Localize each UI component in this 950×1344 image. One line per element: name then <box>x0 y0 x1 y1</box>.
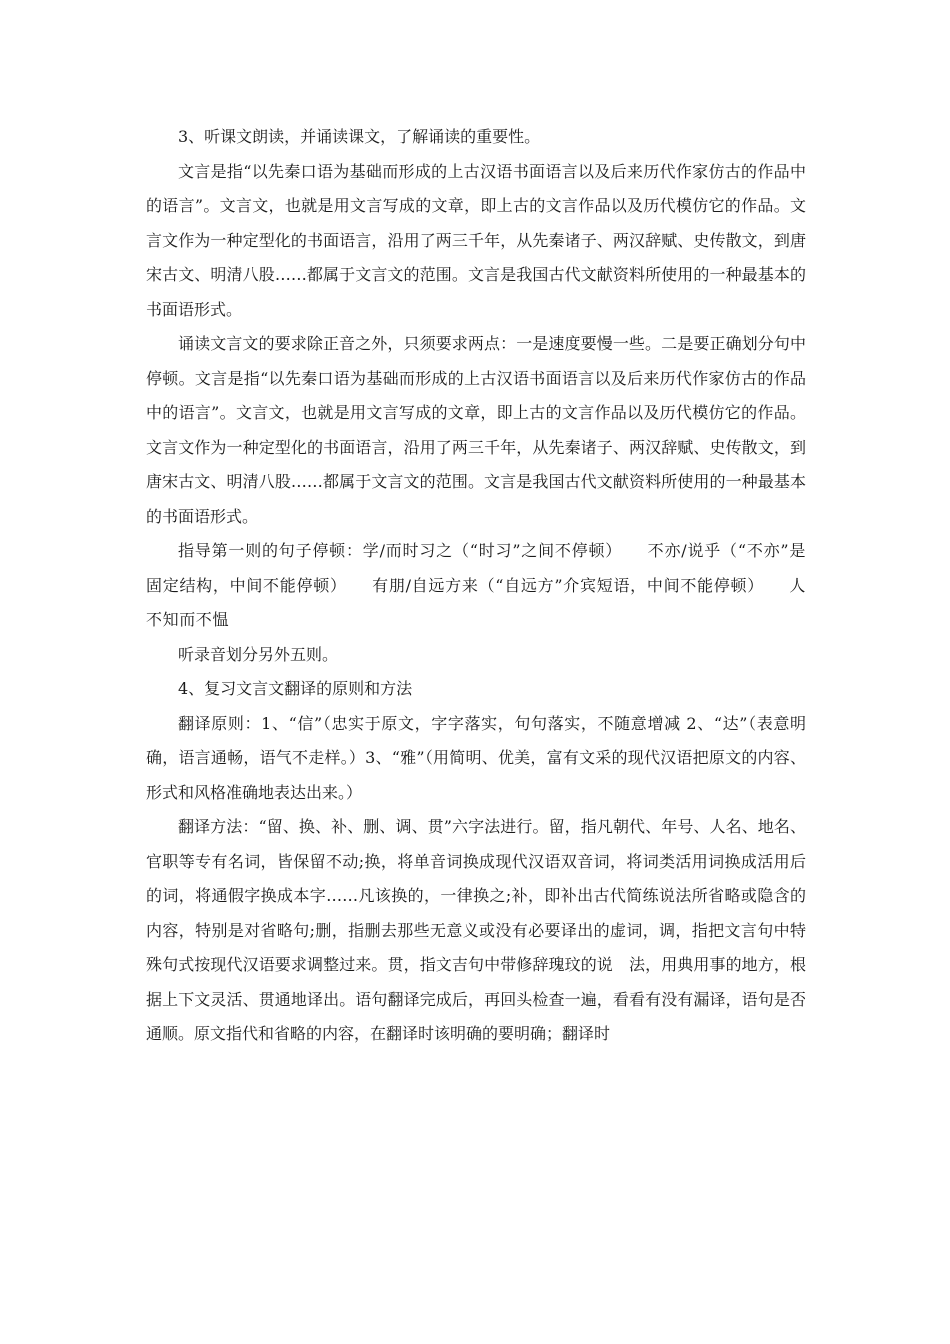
paragraph-sentence-pauses: 指导第一则的句子停顿：学/而时习之（“时习”之间不停顿） 不亦/说乎（“不亦”是固定结构，中间不能停顿） 有朋/自远方来（“自远方”介宾短语，中间不能停顿） 人不知而不愠 <box>146 541 806 629</box>
paragraph-translation-principles: 翻译原则：1、“信”（忠实于原文，字字落实，句句落实，不随意增减 2、“达”（表意明确，语言通畅，语气不走样。）3、“雅”（用简明、优美，富有文采的现代汉语把原文的内容、形式和风格准确地表达出来。） <box>146 713 806 802</box>
document-page <box>146 120 806 1052</box>
paragraph-listen-reading: 3、听课文朗读，并诵读课文，了解诵读的重要性。 <box>178 127 541 146</box>
paragraph-wenyan-definition: 文言是指“以先秦口语为基础而形成的上古汉语书面语言以及后来历代作家仿古的作品中的语言”。文言文，也就是用文言写成的文章，即上古的文言作品以及历代模仿它的作品。文言文作为一种定型化的书面语言，沿用了两三千年，从先秦诸子、两汉辞赋、史传散文，到唐宋古文、明清八股……都属于文言文的范围。文言是我国古代文献资料所使用的一种最基本的书面语形式。 <box>146 161 806 319</box>
paragraph-translation-methods: 翻译方法：“留、换、补、删、调、贯”六字法进行。留，指凡朝代、年号、人名、地名、官职等专有名词，皆保留不动;换，将单音词换成现代汉语双音词，将词类活用词换成活用后的词，将通假字换成本字……凡该换的，一律换之;补，即补出古代简练说法所省略或隐含的内容，特别是对省略句;删，指删去那些无意义或没有必要译出的虚词，调，指把文言句中特殊句式按现代汉语要求调整过来。贯，指文吉句中带修辞瑰玟的说 法，用典用事的地方，根据上下文灵活、贯通地译出。语句翻译完成后，再回头检查一遍，看看有没有漏译，语句是否通顺。原文指代和省略的内容，在翻译时该明确的要明确；翻译时 <box>146 817 806 1043</box>
paragraph-reading-requirements: 诵读文言文的要求除正音之外，只须要求两点：一是速度要慢一些。二是要正确划分句中停顿。文言是指“以先秦口语为基础而形成的上古汉语书面语言以及后来历代作家仿古的作品中的语言”。文言文，也就是用文言写成的文章，即上古的文言作品以及历代模仿它的作品。文言文作为一种定型化的书面语言，沿用了两三千年，从先秦诸子、两汉辞赋、史传散文，到唐宋古文、明清八股……都属于文言文的范围。文言是我国古代文献资料所使用的一种最基本的书面语形式。 <box>146 334 806 526</box>
paragraph-listen-recording: 听录音划分另外五则。 <box>178 644 339 664</box>
paragraph-translation-heading: 4、复习文言文翻译的原则和方法 <box>178 679 413 698</box>
